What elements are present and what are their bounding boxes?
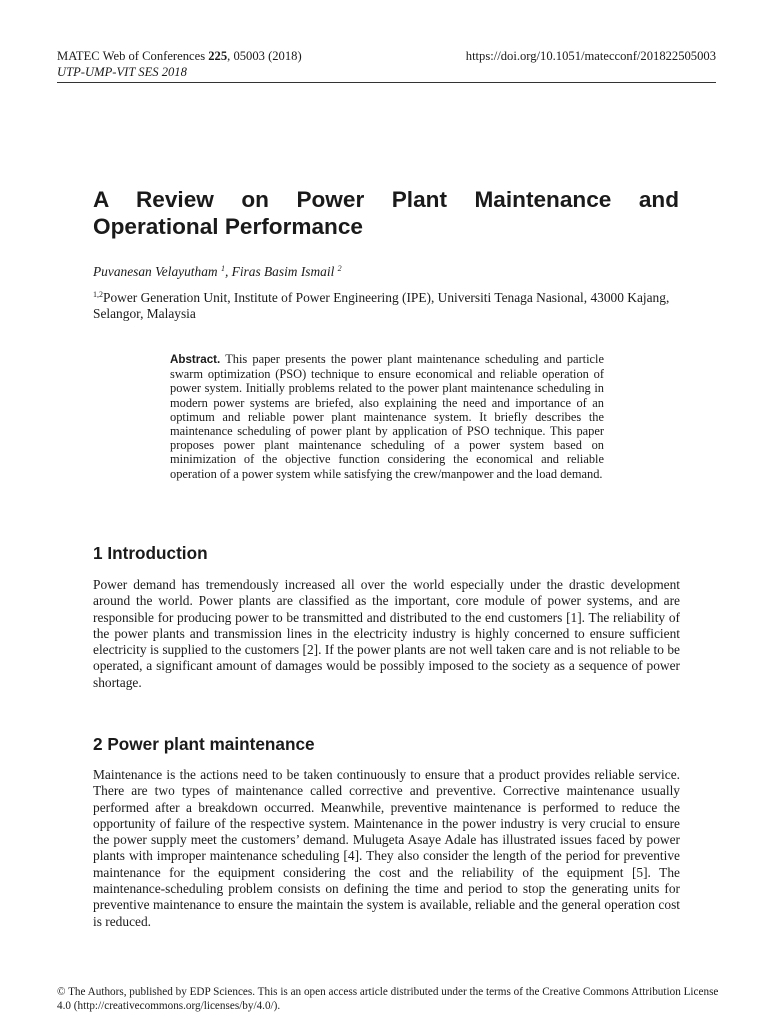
section-heading-introduction: 1 Introduction — [93, 543, 208, 563]
author-2-affiliation-mark: 2 — [337, 264, 342, 273]
abstract — [170, 352, 604, 481]
paper-title: A Review on Power Plant Maintenance and Operational Performance — [93, 187, 679, 239]
author-2: Firas Basim Ismail — [231, 264, 338, 279]
journal-volume: 225 — [208, 49, 228, 63]
affiliation-mark: 1,2 — [93, 290, 103, 299]
abstract-label: Abstract. — [170, 353, 221, 366]
author-1-affiliation-mark: 1 — [220, 264, 225, 273]
author-separator: , — [224, 264, 232, 279]
journal-issue-year: , 05003 (2018) — [227, 49, 302, 63]
author-1: Puvanesan Velayutham — [93, 264, 221, 279]
header-row — [57, 48, 716, 64]
conference-name: UTP-UMP-VIT SES 2018 — [57, 65, 187, 79]
page-header — [57, 48, 716, 80]
abstract-text: This paper presents the power plant maintenance scheduling and particle swarm optimization (PSO) technique to ensure economical and reliable operation of power system. Initially problems related to the power plant maintenance scheduling in modern power systems are briefed, also explaining the need and importance of an optimum and reliable power plant maintenance system. It briefly describes the maintenance scheduling of power plant by application of PSO technique. This paper proposes power plant maintenance scheduling of a power system based on minimization of the objective function considering the economical and reliable operation of a power system while satisfying the crew/manpower and the load demand. — [170, 352, 604, 481]
introduction-paragraph: Power demand has tremendously increased all over the world especially under the drastic development around the world. Power plants are classified as the important, core module of power systems, and are responsible for producing power to be transmitted and distributed to the end customers [1]. The reliability of the power plants and transmission lines in the electricity industry is highly concerned to ensure sufficient electricity is supplied to the customers [2]. If the power plants are not well taken care and is not reliable to be operated, a significant amount of damages would be possibly imposed to the society as a sequence of power shortage. — [93, 577, 680, 690]
journal-citation — [57, 48, 302, 64]
affiliation-text: Power Generation Unit, Institute of Power Engineering (IPE), Universiti Tenaga Nasional, 43000 Kajang, Selangor, Malaysia — [93, 290, 670, 321]
header-divider — [57, 82, 716, 83]
section-heading-power-plant-maintenance: 2 Power plant maintenance — [93, 734, 315, 754]
doi-link[interactable]: https://doi.org/10.1051/matecconf/201822505003 — [465, 49, 716, 63]
journal-name: MATEC Web of Conferences — [57, 49, 209, 63]
license-footer: © The Authors, published by EDP Sciences. This is an open access article distributed under the terms of the Creative Commons Attribution License 4.0 (http://creativecommons.org/licenses/by/4.0/). — [57, 986, 719, 1012]
author-list — [93, 264, 342, 280]
affiliation — [93, 290, 683, 322]
maintenance-paragraph: Maintenance is the actions need to be taken continuously to ensure that a product provides reliable service. There are two types of maintenance called corrective and preventive. Corrective maintenance usually performed after a breakdown occurred. Meanwhile, preventive maintenance is performed to reduce the opportunity of failure of the respective system. Maintenance in the power industry is very crucial to ensure the power supply meet the customers’ demand. Mulugeta Asaye Adale has illustrated issues faced by power plants with improper maintenance scheduling [4]. They also consider the length of the period for preventive maintenance for the equipment considering the cost and the reliability of the equipment [5]. The maintenance-scheduling problem consists on defining the time and period to stop the generating units for preventive maintenance to ensure the maintain the system is available, reliable and the general operation cost is reduced. — [93, 767, 680, 929]
